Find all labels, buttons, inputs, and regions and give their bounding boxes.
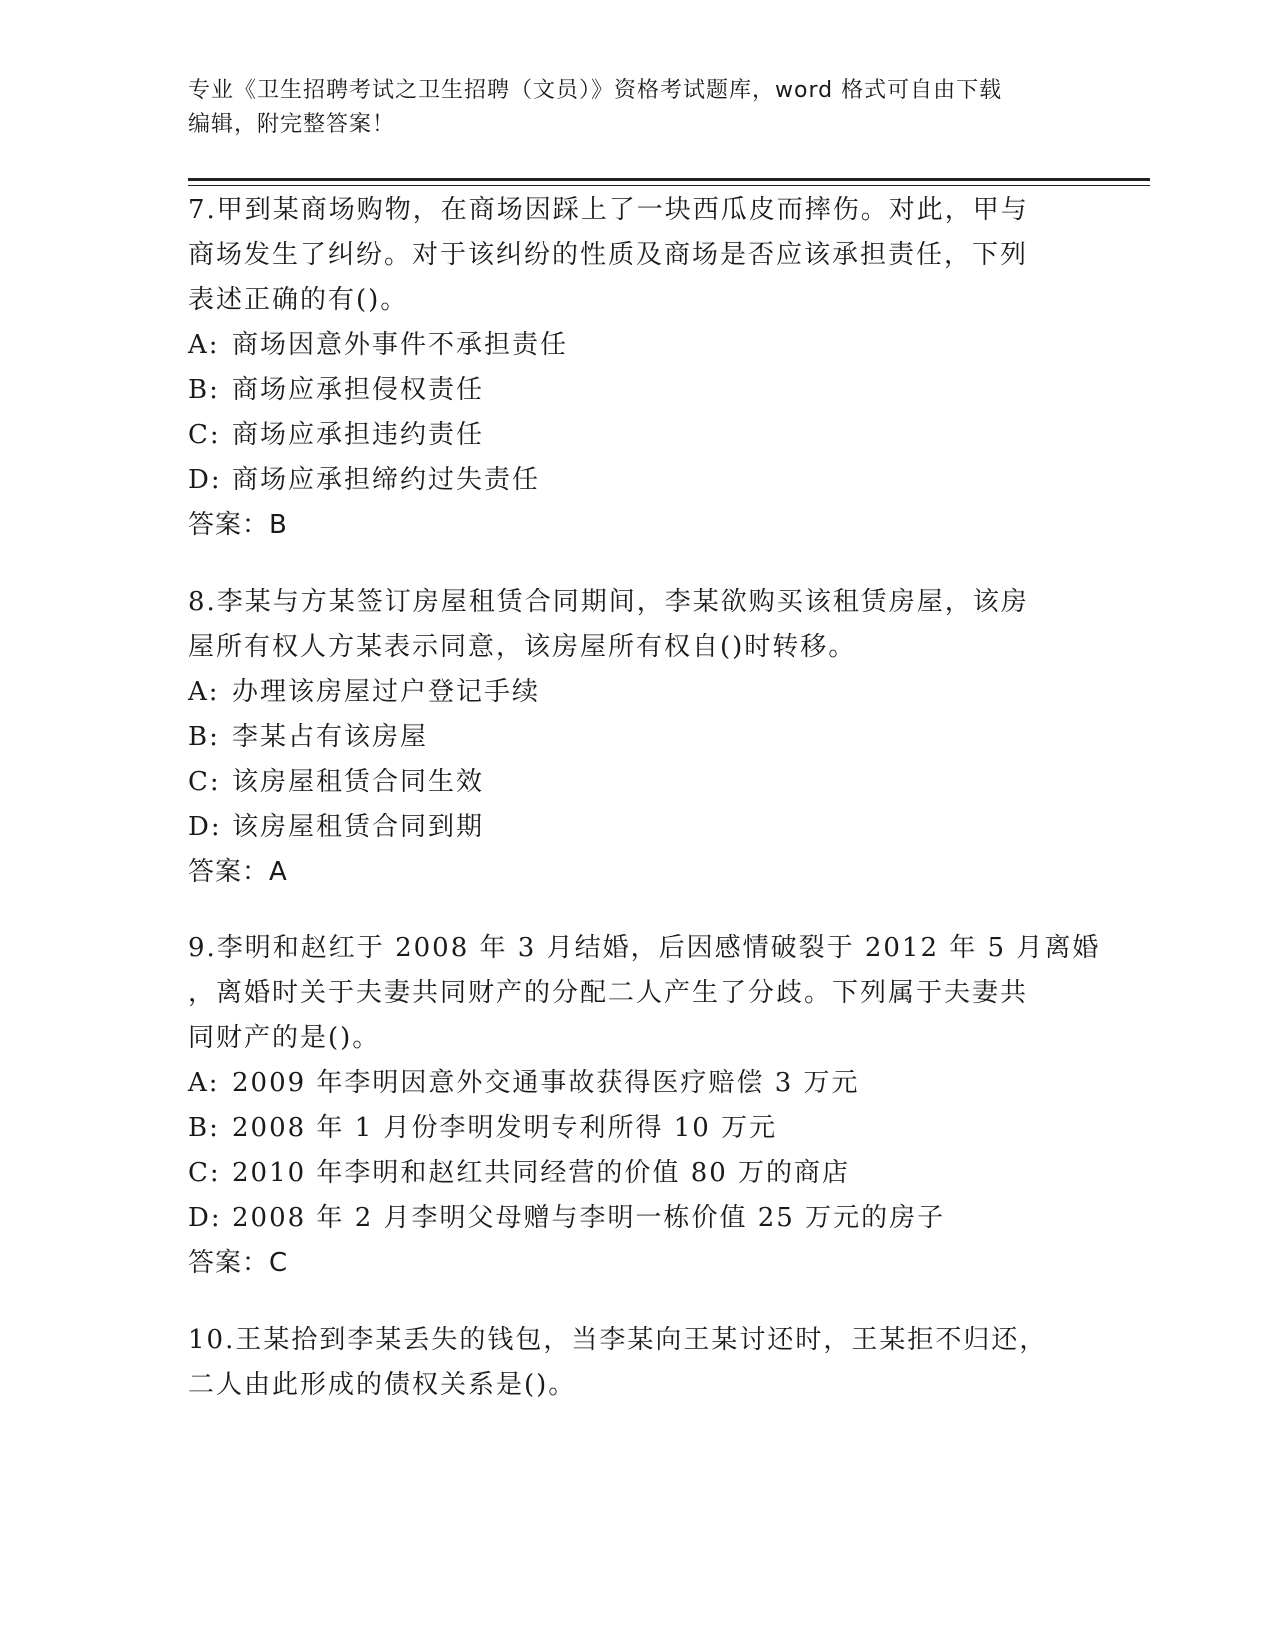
stem-line: 表述正确的有()。 — [188, 285, 409, 315]
option-c — [188, 413, 1088, 458]
header-divider-thin — [188, 185, 1150, 186]
option-text: 该房屋租赁合同生效 — [232, 767, 485, 797]
option-text: 2009 年李明因意外交通事故获得医疗赔偿 3 万元 — [232, 1068, 860, 1098]
stem-line: 7.甲到某商场购物，在商场因踩上了一块西瓜皮而摔伤。对此，甲与 — [188, 195, 1029, 225]
stem-line: 9.李明和赵红于 2008 年 3 月结婚，后因感情破裂于 2012 年 5 月离婚 — [188, 933, 1101, 963]
option-text: 2008 年 1 月份李明发明专利所得 10 万元 — [232, 1113, 778, 1143]
stem-line: 10.王某拾到李某丢失的钱包，当李某向王某讨还时，王某拒不归还， — [188, 1325, 1048, 1355]
option-c — [188, 760, 1088, 805]
option-key: C: — [188, 767, 221, 797]
option-text: 商场应承担侵权责任 — [232, 375, 485, 405]
question-10 — [188, 1318, 1088, 1408]
header-line-1: 专业《卫生招聘考试之卫生招聘（文员）》资格考试题库，word 格式可自由下载 — [188, 78, 1003, 103]
option-b — [188, 715, 1088, 760]
answer-line: 答案：B — [188, 510, 288, 540]
option-key: D: — [188, 812, 222, 842]
stem-line: 8.李某与方某签订房屋租赁合同期间，李某欲购买该租赁房屋，该房 — [188, 587, 1029, 617]
question-stem — [188, 926, 1101, 1061]
option-key: D: — [188, 465, 222, 495]
option-key: C: — [188, 420, 221, 450]
stem-line: 二人由此形成的债权关系是()。 — [188, 1370, 577, 1400]
option-text: 该房屋租赁合同到期 — [232, 812, 485, 842]
option-text: 办理该房屋过户登记手续 — [232, 677, 541, 707]
document-header — [188, 74, 1068, 142]
option-text: 商场应承担违约责任 — [232, 420, 485, 450]
question-9 — [188, 926, 1101, 1286]
option-text: 李某占有该房屋 — [232, 722, 429, 752]
option-key: B: — [188, 375, 220, 405]
option-d — [188, 805, 1088, 850]
question-stem — [188, 188, 1088, 323]
question-8 — [188, 580, 1088, 895]
question-stem — [188, 580, 1088, 670]
option-text: 商场因意外事件不承担责任 — [232, 330, 569, 360]
option-b — [188, 1106, 1088, 1151]
option-d — [188, 1196, 1088, 1241]
question-7 — [188, 188, 1088, 548]
stem-line: 商场发生了纠纷。对于该纠纷的性质及商场是否应该承担责任，下列 — [188, 240, 1029, 270]
option-key: A: — [188, 677, 220, 707]
option-a — [188, 1061, 1088, 1106]
option-a — [188, 670, 1088, 715]
answer-line: 答案：A — [188, 857, 288, 887]
stem-line: 屋所有权人方某表示同意，该房屋所有权自()时转移。 — [188, 632, 857, 662]
option-key: B: — [188, 722, 220, 752]
question-stem — [188, 1318, 1088, 1408]
header-line-2: 编辑，附完整答案！ — [188, 112, 396, 137]
option-d — [188, 458, 1088, 503]
option-key: B: — [188, 1113, 220, 1143]
option-a — [188, 323, 1088, 368]
option-key: A: — [188, 330, 220, 360]
option-key: C: — [188, 1158, 221, 1188]
header-divider-thick — [188, 178, 1150, 181]
stem-line: ，离婚时关于夫妻共同财产的分配二人产生了分歧。下列属于夫妻共 — [188, 978, 1029, 1008]
answer-line: 答案：C — [188, 1248, 289, 1278]
option-c — [188, 1151, 1088, 1196]
option-text: 商场应承担缔约过失责任 — [232, 465, 541, 495]
option-key: A: — [188, 1068, 220, 1098]
option-text: 2008 年 2 月李明父母赠与李明一栋价值 25 万元的房子 — [232, 1203, 946, 1233]
stem-line: 同财产的是()。 — [188, 1023, 381, 1053]
option-text: 2010 年李明和赵红共同经营的价值 80 万的商店 — [232, 1158, 851, 1188]
option-b — [188, 368, 1088, 413]
option-key: D: — [188, 1203, 222, 1233]
